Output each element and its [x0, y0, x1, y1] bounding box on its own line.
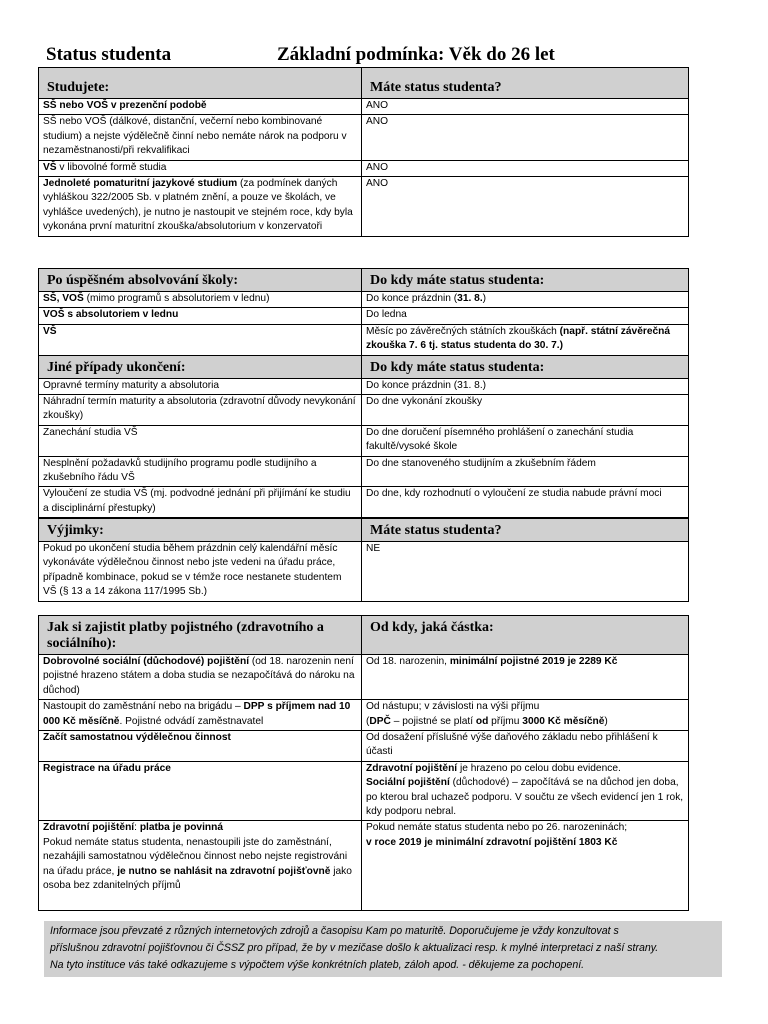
- table-row: [39, 456, 689, 487]
- table-row: [39, 487, 689, 518]
- payment-amount: Zdravotní pojištění je hrazeno po celou dobu evidence. Sociální pojištění (důchodové) – započítává se na důchod jen doba, po kterou bral uchazeč podporu. V součtu ze všech evidencí jen 1 rok, kdy podporu nebral.: [362, 761, 689, 821]
- note-line: příslušnou zdravotní pojišťovnou či ČSSZ pro případ, že by v mezičase došlo k aktualizaci resp. k mylné interpretaci z naší strany.: [50, 942, 659, 954]
- page-title: Status studenta: [46, 44, 172, 65]
- header-cell: Do kdy máte status studenta:: [362, 355, 689, 378]
- exceptions-table: [38, 518, 689, 602]
- status-until: Měsíc po závěrečných státních zkouškách (např. státní závěrečná zkouška 7. 6 tj. status studenta do 30. 7.): [362, 324, 689, 355]
- payment-option: Zdravotní pojištění: platba je povinná Pokud nemáte status studenta, nenastoupili jste do zaměstnání, nezahájili samostatnou výdělečnou činnost nebo nejste registrováni na úřadu práce, je nutno se nahlásit na zdravotní pojišťovně jako osoba bez zdanitelných příjmů: [39, 821, 362, 911]
- table-header: [39, 269, 689, 292]
- status-value: ANO: [362, 160, 689, 176]
- graduation-table: [38, 268, 689, 518]
- status-until: Do dne doručení písemného prohlášení o zanechání studia fakultě/vysoké škole: [362, 425, 689, 456]
- table-row: [39, 761, 689, 821]
- table-row: [39, 160, 689, 176]
- status-value: NE: [362, 542, 689, 602]
- header-cell: Po úspěšném absolvování školy:: [39, 269, 362, 292]
- insurance-table: [38, 615, 689, 911]
- case-type: Nesplnění požadavků studijního programu podle studijního a zkušebního řádu VŠ: [39, 456, 362, 487]
- table-row: [39, 292, 689, 308]
- table-row: [39, 655, 689, 700]
- case-type: Zanechání studia VŠ: [39, 425, 362, 456]
- basic-condition: Základní podmínka: Věk do 26 let: [277, 44, 555, 65]
- header-cell: Jiné případy ukončení:: [39, 355, 362, 378]
- table-row: [39, 542, 689, 602]
- table-row: [39, 99, 689, 115]
- payment-option: Začít samostatnou výdělečnou činnost: [39, 731, 362, 762]
- table-header: [39, 519, 689, 542]
- table-row: [39, 425, 689, 456]
- table-header: [39, 616, 689, 655]
- header-cell: Máte status studenta?: [362, 519, 689, 542]
- status-value: ANO: [362, 115, 689, 160]
- payment-amount: Od nástupu; v závislosti na výši příjmu (DPČ – pojistné se platí od příjmu 3000 Kč měsíčně): [362, 700, 689, 731]
- status-until: Do konce prázdnin (31. 8.): [362, 292, 689, 308]
- payment-option: Registrace na úřadu práce: [39, 761, 362, 821]
- table-row: [39, 115, 689, 160]
- payment-amount: Od 18. narozenin, minimální pojistné 2019 je 2289 Kč: [362, 655, 689, 700]
- table-row: [39, 731, 689, 762]
- table-row: [39, 700, 689, 731]
- case-type: Opravné termíny maturity a absolutoria: [39, 378, 362, 394]
- table-row: [39, 324, 689, 355]
- exception-text: Pokud po ukončení studia během prázdnin celý kalendářní měsíc vykonáváte výdělečnou činnost nebo jste vedeni na úřadu práce, případně kombinace, pokud se v témže roce nestanete studentem VŠ (§ 13 a 14 zákona 117/1995 Sb.): [39, 542, 362, 602]
- status-value: ANO: [362, 177, 689, 237]
- payment-amount: Pokud nemáte status studenta nebo po 26. narozeninách; v roce 2019 je minimální zdravotní pojištění 1803 Kč: [362, 821, 689, 911]
- studies-table: [38, 67, 689, 237]
- status-until: Do konce prázdnin (31. 8.): [362, 378, 689, 394]
- header-cell: Od kdy, jaká částka:: [362, 616, 689, 655]
- status-until: Do dne, kdy rozhodnutí o vyloučení ze studia nabude právní moci: [362, 487, 689, 518]
- table-header: [39, 68, 689, 99]
- study-type: SŠ nebo VOŠ v prezenční podobě: [43, 100, 207, 111]
- case-type: Náhradní termín maturity a absolutoria (zdravotní důvody nevykonání zkoušky): [39, 395, 362, 426]
- table-row: [39, 308, 689, 324]
- table-row: [39, 378, 689, 394]
- case-type: Vyloučení ze studia VŠ (mj. podvodné jednání při přijímání ke studiu a disciplinární přestupky): [39, 487, 362, 518]
- header-cell: Jak si zajistit platby pojistného (zdravotního a sociálního):: [39, 616, 362, 655]
- header-cell: Máte status studenta?: [362, 68, 689, 99]
- payment-option: Nastoupit do zaměstnání nebo na brigádu – DPP s příjmem nad 10 000 Kč měsíčně. Pojistné odvádí zaměstnavatel: [39, 700, 362, 731]
- header-cell: Studujete:: [39, 68, 362, 99]
- study-type: VŠ v libovolné formě studia: [39, 160, 362, 176]
- status-until: Do dne vykonání zkoušky: [362, 395, 689, 426]
- table-row: [39, 177, 689, 237]
- school-type: VOŠ s absolutoriem v lednu: [39, 308, 362, 324]
- note-line: Na tyto instituce vás také odkazujeme s výpočtem výše konkrétních plateb, záloh apod. - děkujeme za pochopení.: [50, 959, 585, 971]
- payment-option: Dobrovolné sociální (důchodové) pojištění (od 18. narozenin není pojistné hrazeno státem a doba studia se nezapočítává do nároku na důchod): [39, 655, 362, 700]
- school-type: VŠ: [39, 324, 362, 355]
- table-subheader: [39, 355, 689, 378]
- study-type: SŠ nebo VOŠ (dálkové, distanční, večerní nebo kombinované studium) a nejste výdělečně činní nebo nemáte nárok na podporu v nezaměstnanosti/při rekvalifikaci: [39, 115, 362, 160]
- school-type: SŠ, VOŠ (mimo programů s absolutoriem v lednu): [39, 292, 362, 308]
- study-type: Jednoleté pomaturitní jazykové studium (za podmínek daných vyhláškou 322/2005 Sb. v platném znění, a pouze ve školách, ve vyhlášce uvedených), je nutno je nastoupit ve stejném roce, kdy byla vykonána první maturitní zkouška/absolutorium v konzervatoři: [39, 177, 362, 237]
- note-line: Informace jsou převzaté z různých internetových zdrojů a časopisu Kam po maturitě. Doporučujeme je vždy konzultovat s: [50, 925, 619, 937]
- table-row: [39, 821, 689, 911]
- disclaimer-note: [44, 921, 722, 977]
- status-until: Do dne stanoveného studijním a zkušebním řádem: [362, 456, 689, 487]
- header-cell: Výjimky:: [39, 519, 362, 542]
- status-until: Do ledna: [362, 308, 689, 324]
- payment-amount: Od dosažení příslušné výše daňového základu nebo přihlášení k účasti: [362, 731, 689, 762]
- header-cell: Do kdy máte status studenta:: [362, 269, 689, 292]
- table-row: [39, 395, 689, 426]
- status-value: ANO: [362, 99, 689, 115]
